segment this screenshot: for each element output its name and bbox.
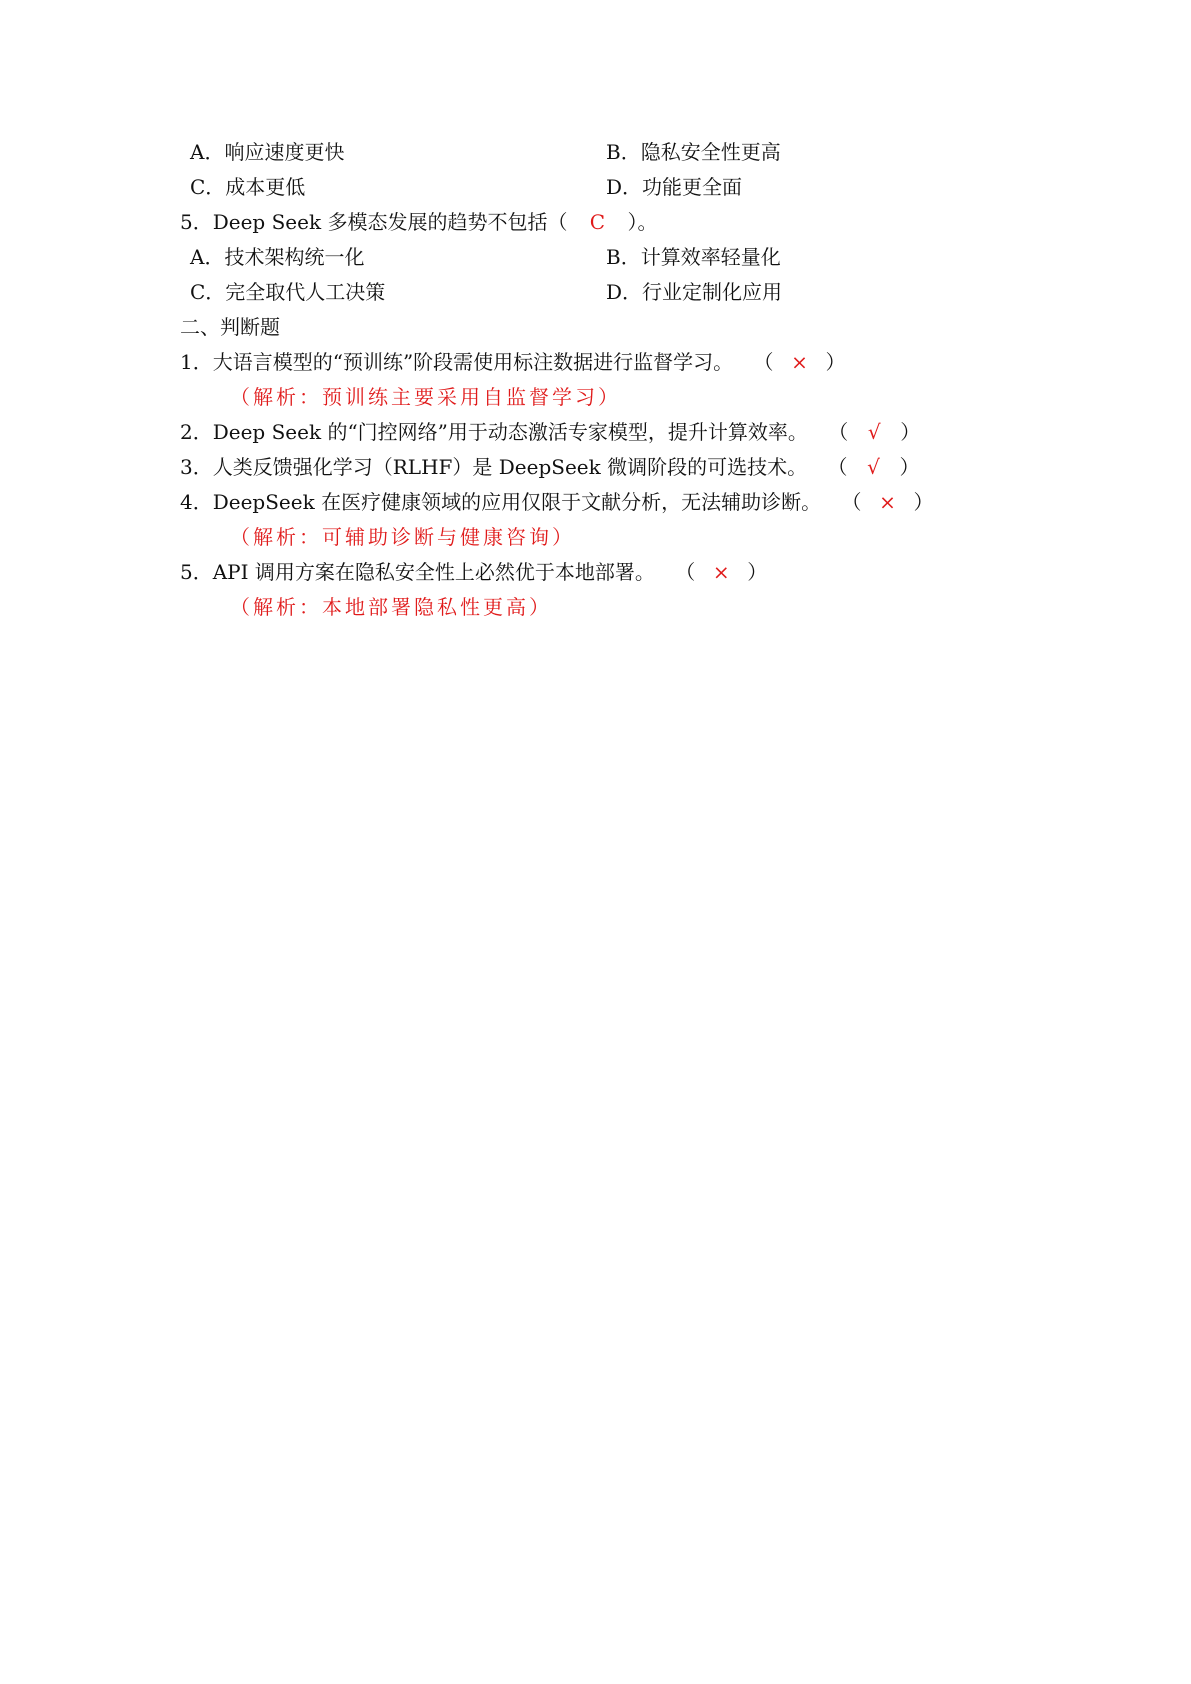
q5-option-d: D．行业定制化应用 — [606, 280, 783, 304]
tf-item-4 — [180, 487, 933, 517]
tf-item-4-open: （ — [841, 490, 862, 514]
tf-item-3-open: （ — [827, 455, 848, 479]
tf-item-2 — [180, 417, 920, 447]
tf-item-3-answer: √ — [867, 455, 880, 479]
tf-item-1-text: 1．大语言模型的“预训练”阶段需使用标注数据进行监督学习。 — [180, 350, 734, 374]
tf-item-5-close: ） — [747, 560, 768, 584]
q5-stem-end: ）。 — [627, 210, 658, 234]
tf-item-2-close: ） — [900, 420, 921, 444]
q4-option-b: B．隐私安全性更高 — [606, 140, 781, 164]
tf-item-5 — [180, 557, 767, 587]
tf-item-5-analysis: （解析：本地部署隐私性更高） — [230, 595, 552, 619]
tf-item-5-answer: × — [712, 560, 730, 584]
tf-item-2-text: 2．Deep Seek 的“门控网络”用于动态激活专家模型，提升计算效率。 — [180, 420, 808, 444]
tf-item-3-close: ） — [899, 455, 920, 479]
tf-item-2-answer: √ — [867, 420, 881, 444]
tf-item-1-answer: × — [791, 350, 808, 374]
tf-item-4-text: 4．DeepSeek 在医疗健康领域的应用仅限于文献分析，无法辅助诊断。 — [180, 490, 822, 514]
tf-item-4-answer: × — [879, 490, 896, 514]
tf-item-4-analysis: （解析：可辅助诊断与健康咨询） — [230, 525, 575, 549]
tf-item-1-open: （ — [753, 350, 774, 374]
q5-answer: C — [589, 210, 606, 234]
q5-stem-text: 5．Deep Seek 多模态发展的趋势不包括（ — [180, 210, 568, 234]
tf-item-4-close: ） — [913, 490, 934, 514]
tf-item-3 — [180, 452, 919, 482]
q4-option-c: C．成本更低 — [190, 175, 306, 199]
tf-item-2-open: （ — [828, 420, 849, 444]
tf-item-1-analysis: （解析：预训练主要采用自监督学习） — [230, 385, 621, 409]
q5-option-b: B．计算效率轻量化 — [606, 245, 781, 269]
tf-item-5-text: 5．API 调用方案在隐私安全性上必然优于本地部署。 — [180, 560, 655, 584]
tf-item-3-text: 3．人类反馈强化学习（RLHF）是 DeepSeek 微调阶段的可选技术。 — [180, 455, 808, 479]
section-two-title: 二、判断题 — [180, 315, 280, 339]
tf-item-1-close: ） — [825, 350, 846, 374]
q5-option-c: C．完全取代人工决策 — [190, 280, 386, 304]
tf-item-1 — [180, 347, 846, 377]
q5-stem — [180, 207, 657, 237]
q4-option-a: A．响应速度更快 — [190, 140, 345, 164]
tf-item-5-open: （ — [675, 560, 696, 584]
q5-option-a: A．技术架构统一化 — [190, 245, 365, 269]
q4-option-d: D．功能更全面 — [606, 175, 743, 199]
